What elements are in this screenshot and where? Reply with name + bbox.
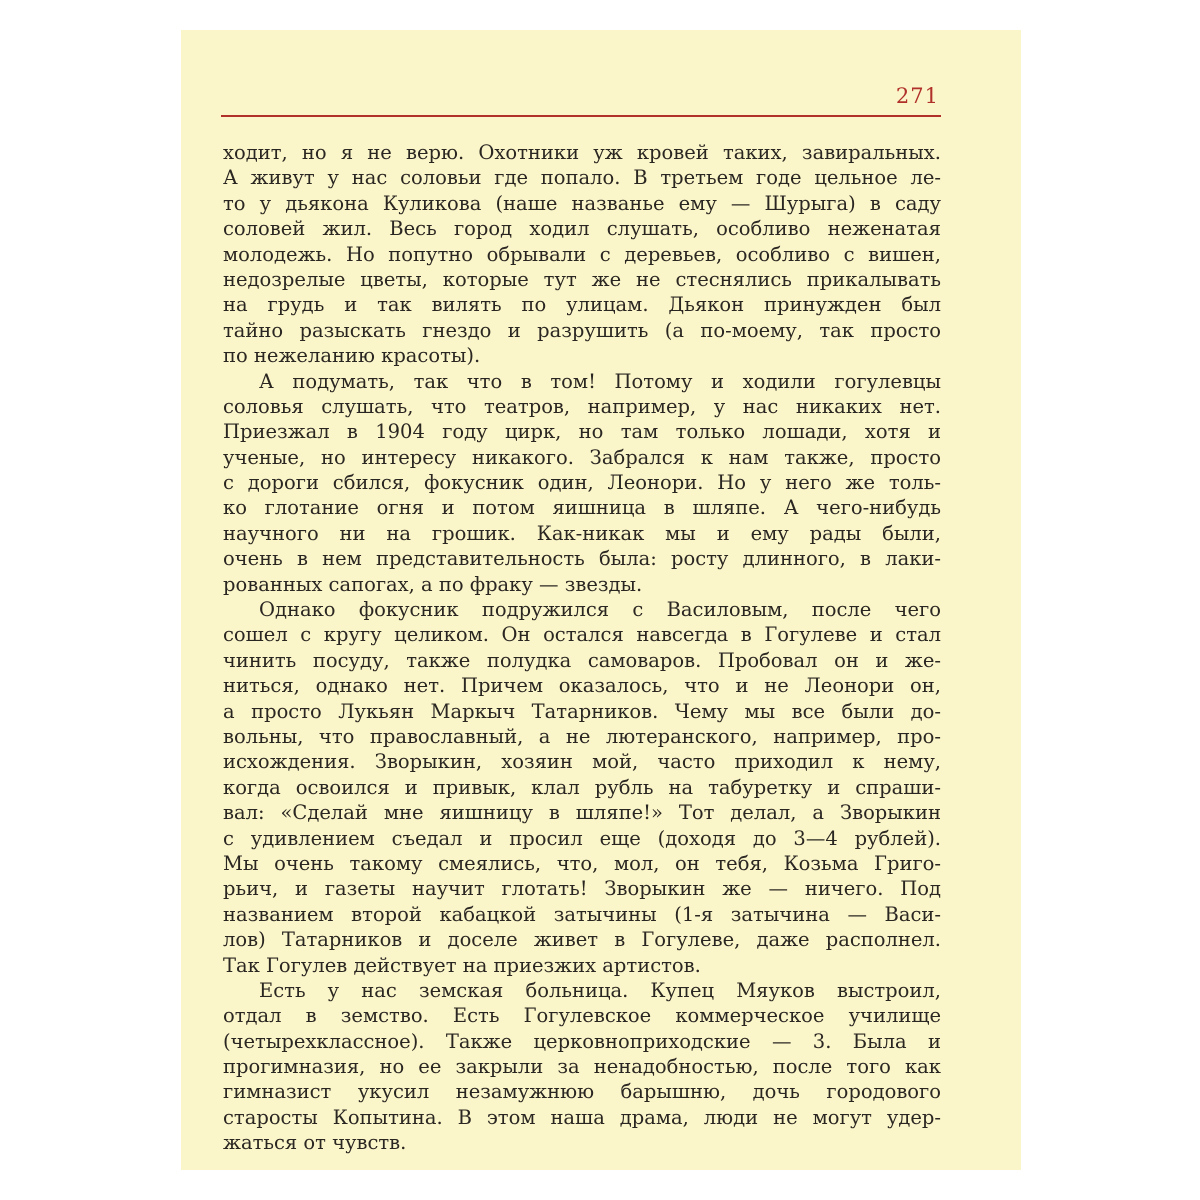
paragraph — [223, 140, 941, 369]
text-line: ко глотание огня и потом яишница в шляпе. А чего-нибудь — [223, 496, 941, 520]
text-line: с удивлением съедал и просил еще (доходя до 3—4 рублей). — [223, 826, 941, 850]
text-line: недозрелые цветы, которые тут же не стеснялись прикалывать — [223, 267, 941, 291]
text-line: тайно разыскать гнездо и разрушить (а по-моему, так просто — [223, 318, 941, 342]
text-line: жаться от чувств. — [223, 1131, 407, 1155]
text-line: прогимназия, но ее закрыли за ненадобностью, после того как — [223, 1055, 941, 1079]
text-line: чинить посуду, также полудка самоваров. Пробовал он и же- — [223, 648, 941, 672]
text-line: вал: «Сделай мне яишницу в шляпе!» Тот делал, а Зворыкин — [223, 801, 941, 825]
body-text — [223, 140, 941, 1156]
text-line: соловья слушать, что театров, например, у нас никаких нет. — [223, 394, 941, 418]
text-line: ниться, однако нет. Причем оказалось, что и не Леонори он, — [223, 674, 941, 698]
text-line: А подумать, так что в том! Потому и ходили гогулевцы — [259, 369, 941, 393]
text-line: научного ни на грошик. Как-никак мы и ему рады были, — [223, 521, 941, 545]
text-line: лов) Татарников и доселе живет в Гогулеве, даже располнел. — [223, 928, 941, 952]
text-line: то у дьякона Куликова (наше названье ему — Шурыга) в саду — [223, 191, 941, 215]
text-line: очень в нем представительность была: росту длинного, в лаки- — [223, 547, 941, 571]
text-line: а просто Лукьян Маркыч Татарников. Чему мы все были до- — [223, 699, 941, 723]
text-line: Приезжал в 1904 году цирк, но там только лошади, хотя и — [223, 420, 941, 444]
text-line: с дороги сбился, фокусник один, Леонори. Но у него же толь- — [223, 471, 941, 495]
text-line: Однако фокусник подружился с Василовым, после чего — [259, 598, 941, 622]
text-line: Есть у нас земская больница. Купец Мяуков выстроил, — [259, 978, 941, 1002]
text-line: (четырехклассное). Также церковноприходские — 3. Была и — [223, 1029, 941, 1053]
header-rule — [221, 115, 941, 117]
text-line: названием второй кабацкой затычины (1-я затычина — Васи- — [223, 902, 941, 926]
text-line: ученые, но интересу никакого. Забрался к нам также, просто — [223, 445, 941, 469]
text-line: А живут у нас соловьи где попало. В третьем годе цельное ле- — [223, 166, 941, 190]
book-page — [181, 30, 1021, 1170]
text-line: соловей жил. Весь город ходил слушать, особливо неженатая — [223, 217, 941, 241]
text-line: старосты Копытина. В этом наша драма, люди не могут удер- — [223, 1105, 941, 1129]
text-line: ходит, но я не верю. Охотники уж кровей таких, завиральных. — [223, 141, 941, 164]
text-line: Мы очень такому смеялись, что, мол, он тебя, Козьма Григо- — [223, 851, 941, 875]
paragraph — [223, 369, 941, 598]
text-line: молодежь. Но попутно обрывали с деревьев, особливо с вишен, — [223, 242, 941, 266]
text-line: Так Гогулев действует на приезжих артистов. — [223, 953, 701, 977]
text-line: вольны, что православный, а не лютеранского, например, про- — [223, 724, 941, 748]
page-number: 271 — [895, 84, 939, 108]
text-line: отдал в земство. Есть Гогулевское коммерческое училище — [223, 1004, 941, 1028]
text-line: когда освоился и привык, клал рубль на табуретку и спраши- — [223, 775, 941, 799]
text-line: сошел с кругу целиком. Он остался навсегда в Гогулеве и стал — [223, 623, 941, 647]
text-line: на грудь и так вилять по улицам. Дьякон принужден был — [223, 293, 941, 317]
text-line: по нежеланию красоты). — [223, 344, 481, 368]
paragraph — [223, 597, 941, 978]
text-line: исхождения. Зворыкин, хозяин мой, часто приходил к нему, — [223, 750, 941, 774]
text-line: рьич, и газеты научит глотать! Зворыкин же — ничего. Под — [223, 877, 941, 901]
text-line: гимназист укусил незамужнюю барышню, дочь городового — [223, 1080, 941, 1104]
text-line: рованных сапогах, а по фраку — звезды. — [223, 572, 643, 596]
paragraph — [223, 978, 941, 1156]
